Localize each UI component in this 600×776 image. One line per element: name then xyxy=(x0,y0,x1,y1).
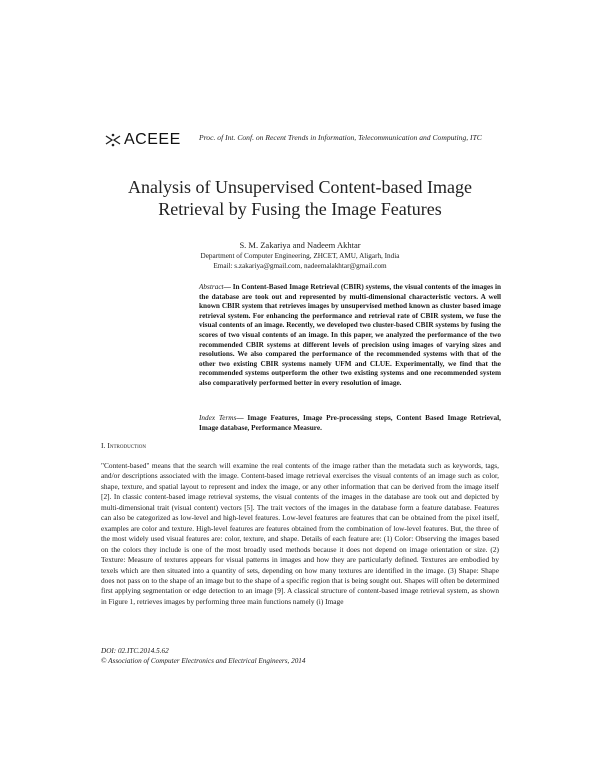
paper-title xyxy=(60,176,540,220)
authors: S. M. Zakariya and Nadeem Akhtar xyxy=(239,240,361,250)
index-terms-label: Index Terms xyxy=(199,414,237,422)
aceee-logo-icon xyxy=(104,132,122,148)
journal-citation: Proc. of Int. Conf. on Recent Trends in Information, Telecommunication and Computing, ITC xyxy=(199,133,482,142)
email: Email: s.zakariya@gmail.com, nadeemalakhtar@gmail.com xyxy=(213,261,387,270)
body-paragraph xyxy=(101,461,499,607)
title-line-1: Analysis of Unsupervised Content-based Image xyxy=(128,177,472,197)
logo-text: ACEEE xyxy=(124,131,181,148)
affiliation: Department of Computer Engineering, ZHCET, AMU, Aligarh, India xyxy=(200,252,400,260)
abstract xyxy=(199,283,501,389)
copyright: © Association of Computer Electronics and Electrical Engineers, 2014 xyxy=(101,656,306,665)
section-number: I. xyxy=(101,441,106,450)
abstract-text: — In Content-Based Image Retrieval (CBIR) systems, the visual contents of the images in the database are took out and represented by multi-dimensional characteristic vectors. A well known CBIR system that retrieves images by unsupervised method known as cluster based image retrieval system. For enhancing the performance and retrieval rate of CBIR system, we fuse the visual contents of an image. Recently, we developed two cluster-based CBIR systems by fusing the scores of two visual contents of an image. In this paper, we analyzed the performance of the two recommended CBIR systems at different levels of precision using images of varying sizes and resolutions. We also compared the performance of the recommended systems with that of the other two existing CBIR systems namely UFM and CLUE. Experimentally, we find that the recommended systems outperform the other two existing systems and one recommended system also comparatively performed better in every resolution of image. xyxy=(199,283,501,387)
affiliation-block xyxy=(60,252,540,271)
section-heading xyxy=(101,441,146,450)
section-title: Introduction xyxy=(107,441,146,450)
index-terms xyxy=(199,414,501,433)
footer xyxy=(101,647,306,666)
title-line-2: Retrieval by Fusing the Image Features xyxy=(158,199,442,219)
publisher-logo xyxy=(104,131,181,149)
intro-paragraph: "Content-based" means that the search will examine the real contents of the image rather than the metadata such as keywords, tags, and/or descriptions associated with the image. Content-based image retrieval exercises the visual contents of an image such as color, shape, texture, and spatial layout to represent and index the image, or any other information that can be derived from the image itself [2]. In classic content-based image retrieval systems, the visual contents of the images in the database are took out and depicted by multi-dimensional trait (visual content) vectors [5]. The trait vectors of the images in the database form a feature database. Features can also be categorized as low-level and high-level features. Low-level features are features that can be obtained from the pixel itself, examples are color and texture. High-level features are features obtained from the combination of low-level features. But, the three of the most widely used visual features are: color, texture, and shape. Details of each feature are: (1) Color: Observing the images based on the colors they include is one of the most broadly used methods because it does not depend on image orientation or size. (2) Texture: Measure of textures appears for visual patterns in images and how they are particularly defined. Textures are embodied by texels which are then situated into a quantity of sets, depending on how many textures are identified in the image. (3) Shape: Shape does not pass on to the shape of an image but to the shape of a specific region that is being sought out. Shapes will often be determined first applying segmentation or edge detection to an image [9]. A classical structure of content-based image retrieval system, as shown in Figure 1, retrieves images by performing three main functions namely (i) Image xyxy=(101,461,499,606)
index-terms-text: — Image Features, Image Pre-processing steps, Content Based Image Retrieval, Image database, Performance Measure. xyxy=(199,414,501,432)
abstract-label: Abstract xyxy=(199,283,224,291)
doi: DOI: 02.ITC.2014.5.62 xyxy=(101,647,169,655)
